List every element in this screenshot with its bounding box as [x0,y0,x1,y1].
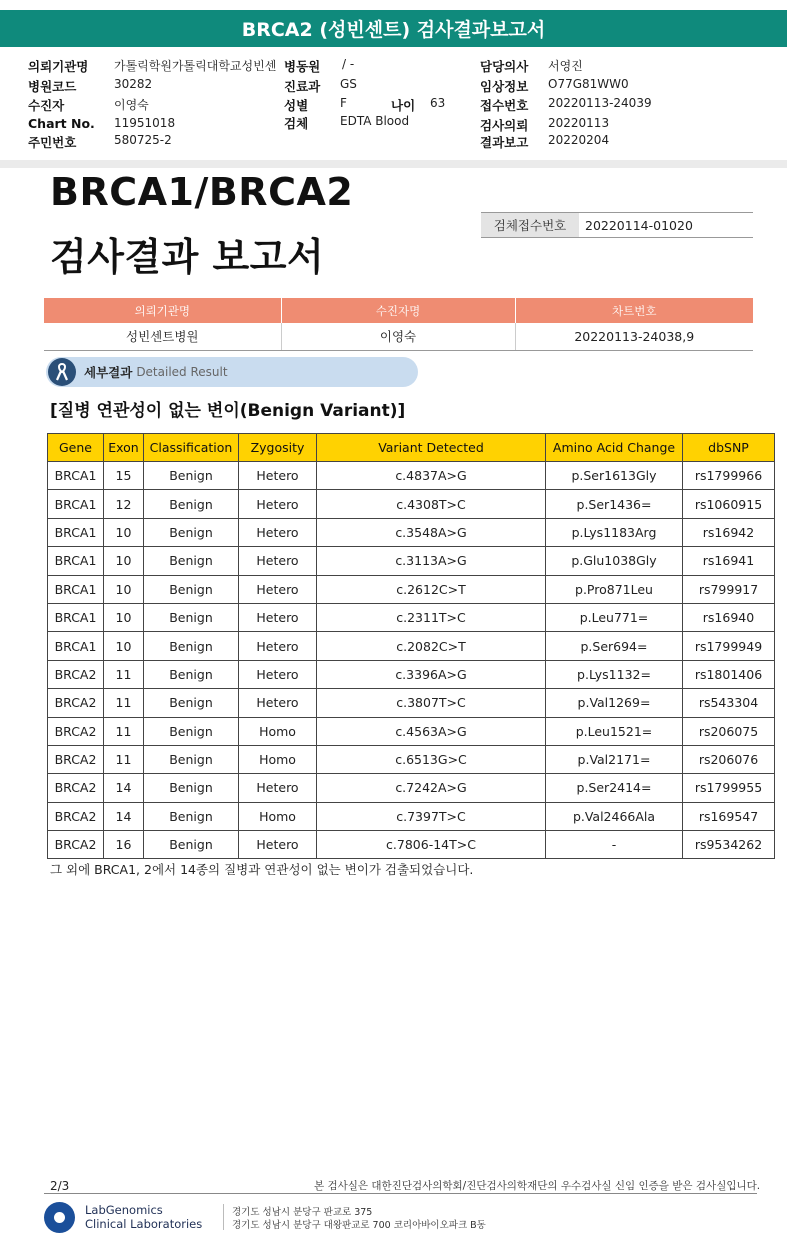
benign-variant-heading: [질병 연관성이 없는 변이(Benign Variant)] [50,401,406,421]
table-row [48,745,775,773]
report-title-line2: 검사결과 보고서 [50,235,325,279]
cell-classification: Benign [144,689,239,717]
sex-label: 성별 [284,98,309,113]
cell-classification: Benign [144,462,239,490]
cell-amino-acid: p.Ser2414= [546,774,683,802]
cell-zygosity: Homo [239,802,317,830]
cell-variant: c.4308T>C [317,490,546,518]
patient-value: 이영숙 [114,98,149,112]
cell-amino-acid: p.Leu1521= [546,717,683,745]
cell-dbsnp: rs206076 [683,745,775,773]
receipt-label: 접수번호 [480,98,529,113]
age-value: 63 [430,96,446,110]
cell-variant: c.2612C>T [317,575,546,603]
cell-amino-acid: p.Leu771= [546,603,683,631]
request-label: 검사의뢰 [480,118,529,133]
cell-gene: BRCA1 [48,632,104,660]
company-name: LabGenomics [85,1203,163,1217]
cell-zygosity: Hetero [239,518,317,546]
cell-gene: BRCA2 [48,717,104,745]
detail-label-en: Detailed Result [136,365,228,379]
cell-classification: Benign [144,660,239,688]
cell-dbsnp: rs9534262 [683,831,775,859]
cell-classification: Benign [144,490,239,518]
cell-gene: BRCA1 [48,547,104,575]
ward-value: / - [342,57,355,71]
table-row [48,831,775,859]
summary-cell: 20220113-24038,9 [515,323,753,350]
detail-label-ko: 세부결과 [84,365,133,380]
summary-header: 수진자명 [281,298,515,323]
cell-variant: c.3807T>C [317,689,546,717]
cell-gene: BRCA1 [48,603,104,631]
column-header-exon: Exon [104,434,144,462]
doctor-value: 서영진 [548,59,583,73]
table-row [48,462,775,490]
cell-exon: 11 [104,689,144,717]
variant-footnote: 그 외에 BRCA1, 2에서 14종의 질병과 연관성이 없는 변이가 검출되었습니다. [50,862,474,877]
detail-result-pill [46,357,418,387]
cell-dbsnp: rs1060915 [683,490,775,518]
summary-header: 차트번호 [515,298,753,323]
column-header-gene: Gene [48,434,104,462]
column-header-classification: Classification [144,434,239,462]
cell-exon: 10 [104,518,144,546]
certification-text: 본 검사실은 대한진단검사의학회/진단검사의학재단의 우수검사실 신임 인증을 받은 검사실입니다. [314,1180,761,1192]
cell-gene: BRCA1 [48,462,104,490]
cell-gene: BRCA1 [48,490,104,518]
cell-variant: c.4563A>G [317,717,546,745]
table-row [48,717,775,745]
chart-value: 11951018 [114,116,176,130]
cell-dbsnp: rs1799966 [683,462,775,490]
report-banner [0,10,787,47]
cell-gene: BRCA1 [48,575,104,603]
footer-vertical-divider [223,1204,224,1230]
table-row [48,660,775,688]
cell-zygosity: Homo [239,745,317,773]
cell-variant: c.6513G>C [317,745,546,773]
footer-divider [44,1193,757,1194]
cell-dbsnp: rs16941 [683,547,775,575]
report-date-label: 결과보고 [480,135,529,150]
cell-exon: 12 [104,490,144,518]
cell-gene: BRCA2 [48,831,104,859]
ribbon-icon [48,358,76,386]
specimen-receipt-value: 20220114-01020 [585,217,693,233]
cell-classification: Benign [144,603,239,631]
cell-variant: c.7397T>C [317,802,546,830]
column-header-amino-acid: Amino Acid Change [546,434,683,462]
cell-amino-acid: p.Val1269= [546,689,683,717]
cell-zygosity: Hetero [239,603,317,631]
cell-amino-acid: p.Val2171= [546,745,683,773]
request-value: 20220113 [548,116,610,130]
resident-label: 주민번호 [28,135,77,150]
cell-amino-acid: p.Ser1436= [546,490,683,518]
cell-dbsnp: rs169547 [683,802,775,830]
column-header-dbsnp: dbSNP [683,434,775,462]
cell-exon: 11 [104,717,144,745]
ward-label: 병동원 [284,59,321,74]
cell-classification: Benign [144,774,239,802]
cell-exon: 11 [104,660,144,688]
cell-zygosity: Hetero [239,831,317,859]
cell-zygosity: Hetero [239,774,317,802]
cell-amino-acid: p.Lys1183Arg [546,518,683,546]
cell-zygosity: Hetero [239,547,317,575]
institution-label: 의뢰기관명 [28,59,89,74]
page-number: 2/3 [50,1179,70,1193]
cell-dbsnp: rs16940 [683,603,775,631]
patient-label: 수진자 [28,98,65,113]
report-date-value: 20220204 [548,133,610,147]
cell-variant: c.7242A>G [317,774,546,802]
cell-zygosity: Hetero [239,632,317,660]
cell-zygosity: Hetero [239,575,317,603]
institution-value: 가톨릭학원가톨릭대학교성빈센 [114,59,277,73]
doctor-label: 담당의사 [480,59,529,74]
hospital-code-label: 병원코드 [28,79,77,94]
cell-gene: BRCA2 [48,802,104,830]
table-row [48,802,775,830]
cell-exon: 11 [104,745,144,773]
cell-exon: 15 [104,462,144,490]
cell-variant: c.3548A>G [317,518,546,546]
cell-exon: 10 [104,547,144,575]
cell-gene: BRCA2 [48,745,104,773]
cell-amino-acid: p.Lys1132= [546,660,683,688]
cell-classification: Benign [144,547,239,575]
table-row [48,603,775,631]
cell-dbsnp: rs799917 [683,575,775,603]
table-row [48,518,775,546]
cell-dbsnp: rs543304 [683,689,775,717]
specimen-receipt-label: 검체접수번호 [481,213,579,237]
cell-exon: 10 [104,603,144,631]
cell-amino-acid: p.Ser694= [546,632,683,660]
table-row [48,774,775,802]
cell-zygosity: Hetero [239,490,317,518]
cell-classification: Benign [144,745,239,773]
cell-classification: Benign [144,717,239,745]
cell-variant: c.3113A>G [317,547,546,575]
hospital-code-value: 30282 [114,77,153,91]
dept-value: GS [340,77,357,91]
address-line1: 경기도 성남시 분당구 판교로 375 [232,1207,373,1218]
table-row [48,575,775,603]
section-divider [0,160,787,168]
cell-variant: c.2082C>T [317,632,546,660]
cell-zygosity: Homo [239,717,317,745]
cell-dbsnp: rs1801406 [683,660,775,688]
cell-dbsnp: rs1799955 [683,774,775,802]
cell-variant: c.2311T>C [317,603,546,631]
cell-dbsnp: rs206075 [683,717,775,745]
cell-amino-acid: - [546,831,683,859]
report-title-line1: BRCA1/BRCA2 [50,170,354,214]
receipt-value: 20220113-24039 [548,96,652,110]
table-row [48,632,775,660]
summary-header: 의뢰기관명 [44,298,281,323]
specimen-label: 검체 [284,116,309,131]
column-header-zygosity: Zygosity [239,434,317,462]
cell-gene: BRCA2 [48,660,104,688]
cell-zygosity: Hetero [239,689,317,717]
cell-variant: c.7806-14T>C [317,831,546,859]
clinical-value: O77G81WW0 [548,77,629,91]
cell-gene: BRCA2 [48,689,104,717]
table-row [48,490,775,518]
summary-table [44,298,753,351]
clinical-label: 임상정보 [480,79,529,94]
cell-classification: Benign [144,632,239,660]
cell-variant: c.4837A>G [317,462,546,490]
cell-classification: Benign [144,831,239,859]
cell-variant: c.3396A>G [317,660,546,688]
address-line2: 경기도 성남시 분당구 대왕판교로 700 코리아바이오파크 B동 [232,1220,486,1231]
cell-exon: 16 [104,831,144,859]
table-row [48,689,775,717]
chart-label: Chart No. [28,116,95,131]
cell-amino-acid: p.Ser1613Gly [546,462,683,490]
cell-exon: 14 [104,774,144,802]
cell-zygosity: Hetero [239,462,317,490]
cell-gene: BRCA2 [48,774,104,802]
cell-dbsnp: rs1799949 [683,632,775,660]
cell-exon: 10 [104,575,144,603]
column-header-variant: Variant Detected [317,434,546,462]
cell-gene: BRCA1 [48,518,104,546]
summary-cell: 성빈센트병원 [44,323,281,350]
variant-table [47,433,775,859]
cell-classification: Benign [144,802,239,830]
table-row [48,547,775,575]
cell-amino-acid: p.Val2466Ala [546,802,683,830]
specimen-receipt-box [481,212,753,238]
age-label: 나이 [391,98,416,113]
summary-cell: 이영숙 [281,323,515,350]
cell-zygosity: Hetero [239,660,317,688]
dept-label: 진료과 [284,79,321,94]
cell-amino-acid: p.Pro871Leu [546,575,683,603]
cell-exon: 14 [104,802,144,830]
company-subtitle: Clinical Laboratories [85,1217,203,1231]
resident-value: 580725-2 [114,133,172,147]
cell-exon: 10 [104,632,144,660]
cell-classification: Benign [144,575,239,603]
cell-classification: Benign [144,518,239,546]
sex-value: F [340,96,347,110]
cell-dbsnp: rs16942 [683,518,775,546]
banner-title: BRCA2 (성빈센트) 검사결과보고서 [241,19,546,41]
cell-amino-acid: p.Glu1038Gly [546,547,683,575]
specimen-value: EDTA Blood [340,114,410,128]
labgenomics-logo-icon [44,1202,75,1233]
